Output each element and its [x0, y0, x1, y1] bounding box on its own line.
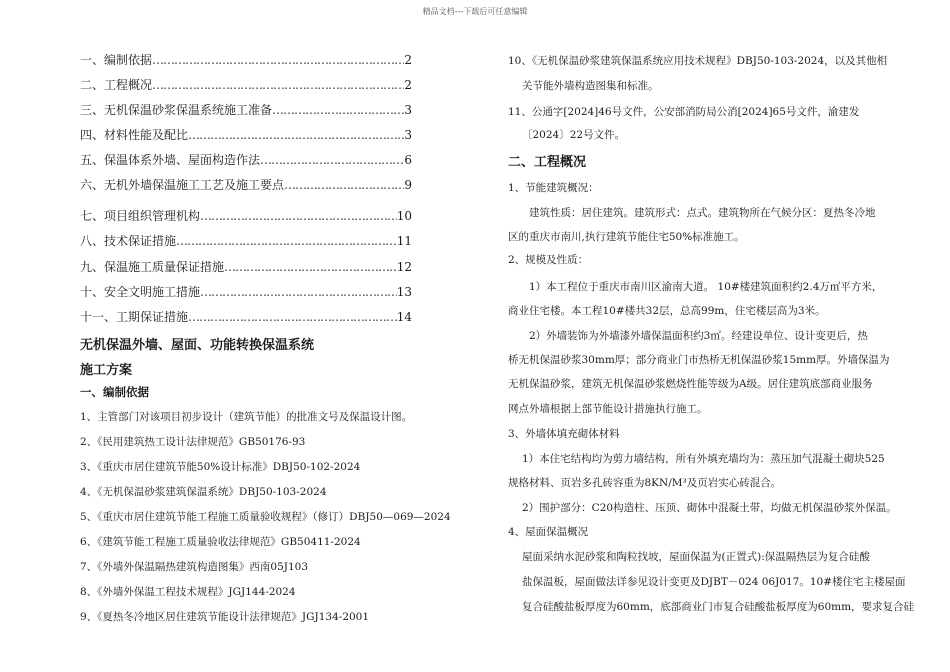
toc-entry-page: 10: [396, 209, 412, 223]
reference-item: 3、《重庆市居住建筑节能50%设计标准》DBJ50-102-2024: [80, 461, 361, 473]
toc-entry-page: 13: [396, 285, 412, 299]
reference-item: 5、《重庆市居住建筑节能工程施工质量验收规程》（修订）DBJ50—069—2024: [80, 511, 451, 523]
toc-entry-page: 3: [404, 128, 412, 142]
toc-entry[interactable]: [80, 207, 412, 225]
toc-entry-title: 二、工程概况: [80, 78, 153, 92]
toc-entry[interactable]: [80, 101, 412, 119]
toc-entry-page: 3: [404, 103, 412, 117]
toc-entry-title: 十、安全文明施工措施: [80, 285, 201, 299]
reference-item: 4、《无机保温砂浆建筑保温系统》DBJ50-103-2024: [80, 486, 327, 498]
reference-item: 1、主管部门对该项目初步设计（建筑节能）的批准文号及保温设计图。: [80, 411, 413, 423]
header-note: 精品文档---下载后可任意编辑: [422, 7, 528, 16]
reference-item: 7、《外墙外保温隔热建筑构造图集》西南05J103: [80, 561, 309, 573]
toc-entry-title: 九、保温施工质量保证措施: [80, 260, 225, 274]
reference-item: 8、《外墙外保温工程技术规程》JGJ144-2024: [80, 586, 296, 598]
toc-entry[interactable]: [80, 258, 412, 276]
toc-entry-title: 六、无机外墙保温施工工艺及施工要点: [80, 178, 285, 192]
paragraph-line: 1）本住宅结构均为剪力墙结构，所有外填充墙均为：蒸压加气混凝土砌块525: [522, 453, 885, 465]
toc-leader-dots: [152, 53, 404, 67]
toc-entry-title: 八、技术保证措施: [80, 234, 177, 248]
toc-entry[interactable]: [80, 176, 412, 194]
toc-leader-dots: [200, 209, 397, 223]
toc-entry[interactable]: [80, 232, 412, 250]
toc-entry-page: 2: [404, 53, 412, 67]
paragraph-line: 3、外墙体填充砌体材料: [508, 428, 620, 440]
toc-entry-title: 五、保温体系外墙、屋面构造作法: [80, 153, 261, 167]
paragraph-line: 屋面采纳水泥砂浆和陶粒找坡，屋面保温为(正置式):保温隔热层为复合硅酸: [522, 551, 870, 563]
toc-leader-dots: [188, 128, 404, 142]
paragraph-line: 〔2024〕22号文件。: [522, 129, 626, 141]
toc-leader-dots: [200, 285, 397, 299]
toc-leader-dots: [272, 103, 404, 117]
toc-entry-page: 9: [404, 178, 412, 192]
paragraph-line: 2）围护部分：C20构造柱、压顶、砌体中混凝土带，均做无机保温砂浆外保温。: [522, 502, 897, 514]
toc-leader-dots: [224, 260, 397, 274]
paragraph-line: 1、节能建筑概况：: [508, 182, 599, 194]
toc-entry-page: 2: [404, 78, 412, 92]
paragraph-line: 盐保温板，屋面做法详参见设计变更及DJBT－024 06J017。10#楼住宅主楼屋面: [522, 576, 906, 588]
toc-entry-page: 6: [404, 153, 412, 167]
paragraph-line: 1）本工程位于重庆市南川区渝南大道。 10#楼建筑面积约2.4万㎡平方米，: [529, 281, 883, 293]
toc-entry-page: 11: [396, 234, 412, 248]
paragraph-line: 10、《无机保温砂浆建筑保温系统应用技术规程》DBJ50-103-2024，以及其他相: [508, 55, 888, 67]
toc-entry-title: 七、项目组织管理机构: [80, 209, 201, 223]
toc-entry-title: 十一、工期保证措施: [80, 310, 189, 324]
toc-entry[interactable]: [80, 308, 412, 326]
toc-entry[interactable]: [80, 151, 412, 169]
toc-entry[interactable]: [80, 51, 412, 69]
paragraph-line: 复合硅酸盐板厚度为60mm，底部商业门市复合硅酸盐板厚度为60mm，要求复合硅: [522, 601, 915, 613]
reference-item: 2、《民用建筑热工设计法律规范》GB50176-93: [80, 436, 306, 448]
toc-leader-dots: [284, 178, 404, 192]
paragraph-line: 2、规模及性质：: [508, 254, 589, 266]
toc-leader-dots: [152, 78, 404, 92]
reference-item: 6、《建筑节能工程施工质量验收法律规范》GB50411-2024: [80, 536, 361, 548]
paragraph-line: 区的重庆市南川,执行建筑节能住宅50%标准施工。: [508, 231, 745, 243]
section-heading: 一、编制依据: [80, 385, 149, 399]
document-title-line1: 无机保温外墙、屋面、功能转换保温系统: [80, 338, 315, 353]
paragraph-line: 网点外墙根据上部节能设计措施执行施工。: [508, 403, 708, 415]
reference-item: 9、《夏热冬冷地区居住建筑节能设计法律规范》JGJ134-2001: [80, 611, 370, 623]
toc-entry[interactable]: [80, 283, 412, 301]
toc-entry-title: 一、编制依据: [80, 53, 153, 67]
toc-leader-dots: [188, 310, 397, 324]
toc-entry[interactable]: [80, 76, 412, 94]
toc-entry-page: 12: [396, 260, 412, 274]
section-heading: 二、工程概况: [508, 155, 587, 170]
document-title-line2: 施工方案: [80, 363, 133, 378]
toc-entry-page: 14: [396, 310, 412, 324]
paragraph-line: 2）外墙装饰为外墙漆外墙保温面积约3㎡。经建设单位、设计变更后，热: [529, 330, 868, 342]
paragraph-line: 桥无机保温砂浆30mm厚；部分商业门市热桥无机保温砂浆15mm厚。外墙保温为: [508, 354, 890, 366]
toc-leader-dots: [260, 153, 404, 167]
paragraph-line: 商业住宅楼。本工程10#楼共32层，总高99m，住宅楼层高为3米。: [508, 305, 826, 317]
paragraph-line: 建筑性质：居住建筑。建筑形式：点式。建筑物所在气候分区：夏热冬冷地: [529, 207, 876, 219]
toc-leader-dots: [176, 234, 397, 248]
paragraph-line: 4、屋面保温概况: [508, 526, 589, 538]
paragraph-line: 11、公通字[2024]46号文件，公安部消防局公消[2024]65号文件，渝建发: [508, 106, 860, 118]
paragraph-line: 规格材料、页岩多孔砖容重为8KN/M³及页岩实心砖混合。: [508, 477, 782, 489]
toc-entry-title: 四、材料性能及配比: [80, 128, 189, 142]
toc-entry[interactable]: [80, 126, 412, 144]
toc-entry-title: 三、无机保温砂浆保温系统施工准备: [80, 103, 273, 117]
paragraph-line: 关节能外墙构造图集和标准。: [522, 80, 659, 92]
paragraph-line: 无机保温砂浆，建筑无机保温砂浆燃烧性能等级为A级。居住建筑底部商业服务: [508, 378, 873, 390]
